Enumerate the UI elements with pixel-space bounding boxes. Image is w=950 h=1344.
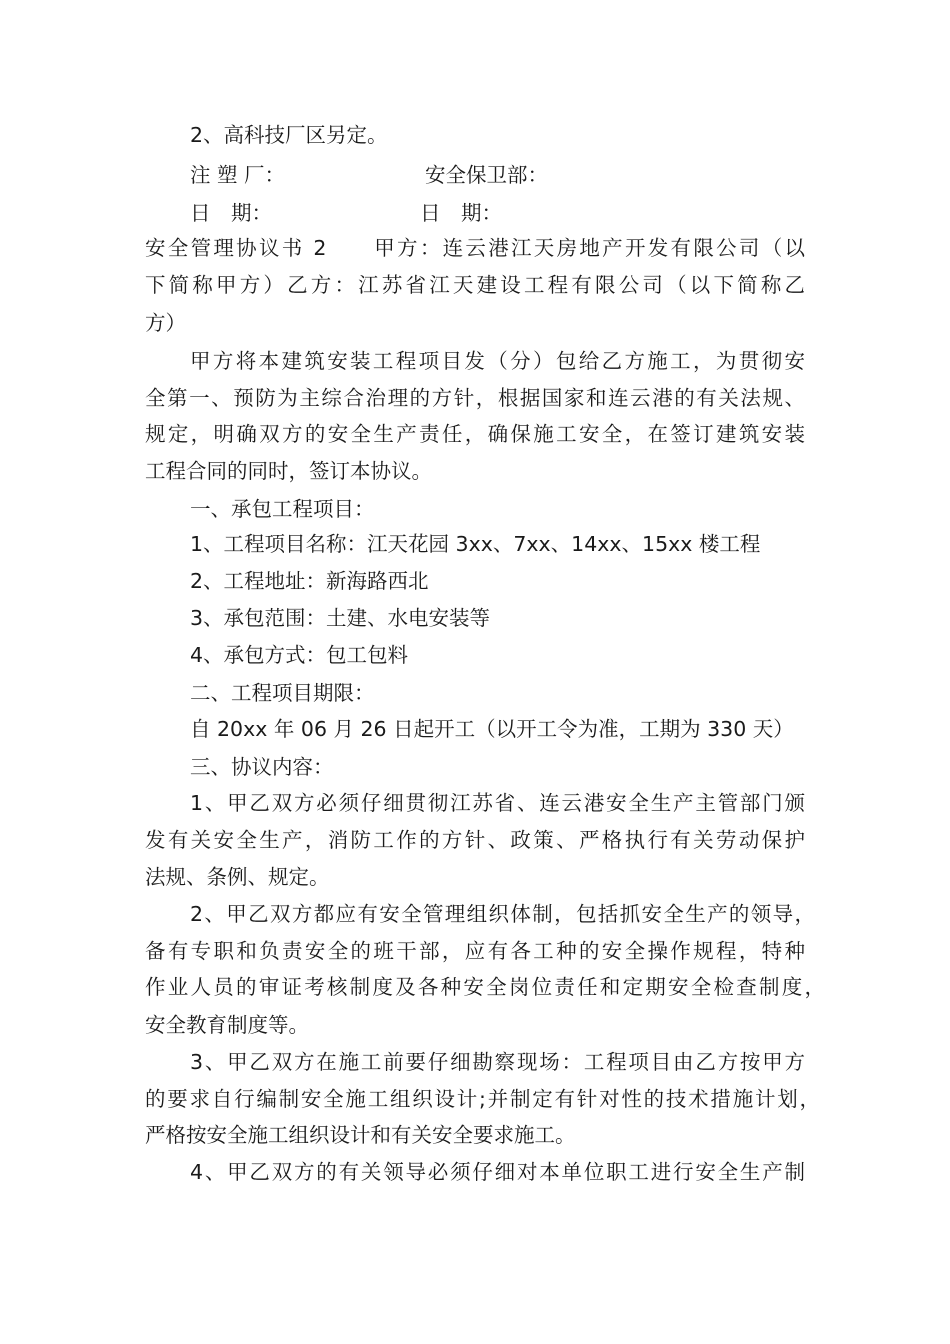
paragraph-line: 严格按安全施工组织设计和有关安全要求施工。 [145, 1123, 576, 1147]
paragraph-line: 3、甲乙双方在施工前要仔细勘察现场：工程项目由乙方按甲方 [190, 1050, 805, 1074]
paragraph-line: 发有关安全生产，消防工作的方针、政策、严格执行有关劳动保护 [145, 828, 805, 852]
paragraph-line: 规定，明确双方的安全生产责任，确保施工安全，在签订建筑安装 [145, 422, 805, 446]
signature-label-injection-plant: 注 塑 厂： [190, 163, 286, 187]
agreement-title-line: 安全管理协议书 2 甲方：连云港江天房地产开发有限公司（以 [145, 236, 805, 260]
date-label-right: 日 期： [420, 201, 502, 225]
paragraph-line: 作业人员的审证考核制度及各种安全岗位责任和定期安全检查制度， [145, 975, 825, 999]
paragraph-line: 自 20xx 年 06 月 26 日起开工（以开工令为准，工期为 330 天） [190, 717, 794, 741]
paragraph-line: 下简称甲方）乙方：江苏省江天建设工程有限公司（以下简称乙 [145, 273, 805, 297]
paragraph-line: 2、甲乙双方都应有安全管理组织体制，包括抓安全生产的领导， [190, 902, 815, 926]
paragraph-line: 4、甲乙双方的有关领导必须仔细对本单位职工进行安全生产制 [190, 1160, 805, 1184]
list-item: 2、工程地址：新海路西北 [190, 569, 429, 593]
paragraph-line: 法规、条例、规定。 [145, 865, 330, 889]
paragraph-line: 1、甲乙双方必须仔细贯彻江苏省、连云港安全生产主管部门颁 [190, 791, 805, 815]
paragraph-line: 工程合同的同时，签订本协议。 [145, 459, 432, 483]
section-heading: 一、承包工程项目： [190, 497, 375, 521]
paragraph-line: 安全教育制度等。 [145, 1013, 309, 1037]
list-item: 3、承包范围：土建、水电安装等 [190, 606, 491, 630]
signature-label-security-dept: 安全保卫部： [425, 163, 548, 187]
paragraph-line: 甲方将本建筑安装工程项目发（分）包给乙方施工，为贯彻安 [190, 349, 805, 373]
paragraph-line: 全第一、预防为主综合治理的方针，根据国家和连云港的有关法规、 [145, 386, 805, 410]
paragraph-line: 备有专职和负责安全的班干部，应有各工种的安全操作规程，特种 [145, 939, 805, 963]
date-label-left: 日 期： [190, 201, 272, 225]
paragraph-line: 方） [145, 311, 186, 335]
paragraph-line: 的要求自行编制安全施工组织设计;并制定有针对性的技术措施计划， [145, 1087, 820, 1111]
section-heading: 二、工程项目期限： [190, 681, 375, 705]
list-item: 4、承包方式：包工包料 [190, 643, 409, 667]
paragraph-line: 2、高科技厂区另定。 [190, 123, 388, 147]
section-heading: 三、协议内容： [190, 755, 334, 779]
list-item: 1、工程项目名称：江天花园 3xx、7xx、14xx、15xx 楼工程 [190, 532, 761, 556]
